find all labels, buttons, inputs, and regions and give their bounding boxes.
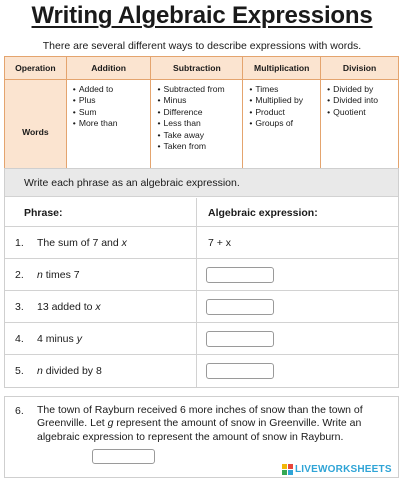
table-row (5, 227, 398, 259)
table-row (5, 291, 398, 323)
item-phrase: 4 minus y (37, 333, 82, 345)
list-item: • Taken from (157, 141, 240, 152)
table-row (5, 355, 398, 387)
question-6-answer-input[interactable] (92, 449, 155, 464)
table-row (5, 259, 398, 291)
header-operation: Operation (5, 57, 67, 80)
row-label-words: Words (5, 80, 67, 184)
multiplication-words-list (249, 84, 318, 130)
list-item: • Product (249, 107, 318, 118)
header-division: Division (321, 57, 399, 80)
answer-input[interactable] (206, 267, 274, 283)
item-number: 4. (15, 333, 24, 345)
item-phrase: 13 added to x (37, 301, 101, 313)
column-header-phrase: Phrase: (24, 207, 63, 219)
operations-header-row (5, 57, 399, 80)
list-item: • Divided into (327, 95, 396, 106)
table-row (5, 323, 398, 355)
list-item: • Times (249, 84, 318, 95)
watermark-text: LIVEWORKSHEETS (295, 464, 392, 475)
list-item: • Groups of (249, 118, 318, 129)
item-number: 2. (15, 269, 24, 281)
page-title (0, 2, 404, 30)
header-addition: Addition (66, 57, 151, 80)
list-item: • Divided by (327, 84, 396, 95)
header-multiplication: Multiplication (243, 57, 321, 80)
column-header-expression: Algebraic expression: (208, 207, 318, 219)
item-phrase: The sum of 7 and x (37, 237, 127, 249)
intro-text: There are several different ways to describe expressions with words. (42, 40, 362, 52)
title-text: Writing Algebraic Expressions (31, 2, 373, 29)
list-item: • Less than (157, 118, 240, 129)
answer-input[interactable] (206, 331, 274, 347)
exercise-header-row (5, 198, 398, 227)
list-item: • Take away (157, 130, 240, 141)
liveworksheets-logo-icon (282, 464, 293, 475)
list-item: • Quotient (327, 107, 396, 118)
list-item: • Difference (157, 107, 240, 118)
list-item: • More than (73, 118, 149, 129)
subtraction-words-list (157, 84, 240, 152)
answer-input[interactable] (206, 363, 274, 379)
header-subtraction: Subtraction (151, 57, 243, 80)
item-number: 3. (15, 301, 24, 313)
operations-table (4, 56, 399, 184)
list-item: • Sum (73, 107, 149, 118)
exercise-panel (4, 168, 399, 388)
list-item: • Plus (73, 95, 149, 106)
question-6-text: The town of Rayburn received 6 more inches of snow than the town of Greenville. Let g represent the amount of snow in Greenville. Write an algebraic expression to represent the amount of snow in Rayburn. (37, 404, 363, 443)
addition-words-list (73, 84, 149, 130)
list-item: • Added to (73, 84, 149, 95)
list-item: • Minus (157, 95, 240, 106)
item-number: 1. (15, 237, 24, 249)
list-item: • Subtracted from (157, 84, 240, 95)
liveworksheets-watermark (282, 464, 392, 475)
exercise-instruction: Write each phrase as an algebraic expression. (5, 169, 398, 197)
question-6-number: 6. (15, 405, 24, 417)
item-phrase: n divided by 8 (37, 365, 102, 377)
answer-text: 7 + x (208, 237, 232, 249)
division-words-list (327, 84, 396, 118)
answer-input[interactable] (206, 299, 274, 315)
list-item: • Multiplied by (249, 95, 318, 106)
item-phrase: n times 7 (37, 269, 80, 281)
item-number: 5. (15, 365, 24, 377)
